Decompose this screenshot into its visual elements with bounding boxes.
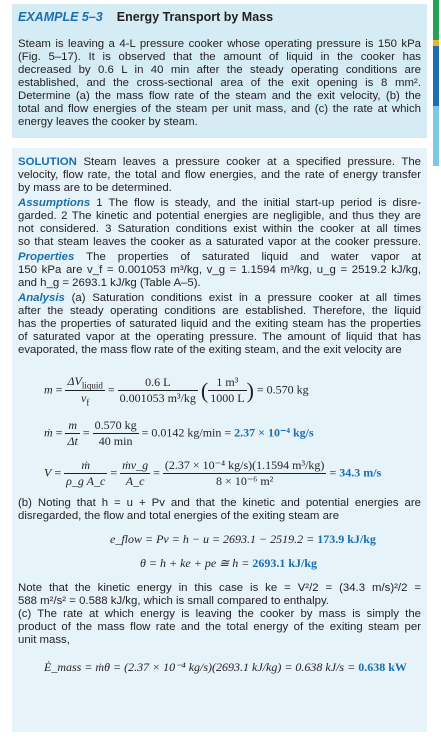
eq5-result: 2693.1 kJ/kg bbox=[252, 556, 318, 570]
properties-text: The properties of saturated liquid and water vapor at bbox=[86, 251, 421, 263]
eq5-text: θ = h + ke + pe ≅ h = bbox=[140, 556, 250, 570]
example-line: energy leaves the cooker by steam. bbox=[18, 116, 198, 128]
example-line: total and flow energies of the steam per unit mass, and (c) the rate at which bbox=[18, 103, 421, 115]
solution-intro-line bbox=[18, 156, 421, 169]
eq1-num2: 0.6 L bbox=[118, 375, 198, 391]
equation-flow-energy bbox=[110, 532, 376, 547]
properties-label: Properties bbox=[18, 251, 75, 263]
eq1-sub-den1: f bbox=[86, 397, 90, 408]
eq2-result: 2.37 × 10⁻⁴ kg/s bbox=[234, 425, 314, 440]
eq3-frac1 bbox=[64, 458, 107, 489]
properties-line bbox=[18, 251, 421, 264]
assumptions-label: Assumptions bbox=[18, 197, 91, 209]
solution-label: SOLUTION bbox=[18, 156, 77, 168]
equation-mass: m = $\frac{\Delta V_{liquid}}{v_f}$ = $\frac{0.6 L}{\text{0.001053 m³/kg}}$ ( $\frac{\text{1 m³}}{1000 L}$ ) = 0.570 kg bbox=[44, 374, 309, 408]
equation-velocity: V = $\frac{\text{ṁ}}{\text{ρ\_g A\_c}}$ = $\frac{\text{ṁv\_g}}{A\_c}$ = $\frac{\text{(2.37 × 10⁻⁴ kg/s)(1.1594 m³/kg)}}{\text{8 × 10⁻⁶ m²}}$ = 34.3 m/s bbox=[44, 458, 382, 488]
eq1-den2: 0.001053 m³/kg bbox=[119, 391, 196, 406]
solution-intro-text: Steam leaves a pressure cooker at a specified pressure. The bbox=[83, 156, 421, 168]
eq2-den1: Δt bbox=[67, 434, 78, 448]
example-line: Steam is leaving a 4-L pressure cooker whose operating pressure is 150 kPa bbox=[18, 38, 421, 50]
eq3-num2: ṁv_g bbox=[122, 458, 149, 472]
eq1-num1: ΔV bbox=[67, 374, 82, 388]
analysis-line: has the properties of saturated liquid and the exiting steam has the properties bbox=[18, 318, 421, 330]
eq1-num3: 1 m³ bbox=[208, 375, 246, 391]
eq3-den2: A_c bbox=[125, 474, 145, 488]
eq3-result: 34.3 m/s bbox=[339, 465, 382, 480]
eq2-den2: 40 min bbox=[98, 434, 133, 448]
eq2-num1: m bbox=[68, 418, 77, 432]
part-b-line: disregarded, the flow and total energies of the exiting steam are bbox=[18, 510, 340, 522]
example-line: Determine (a) the mass flow rate of the steam and the exit velocity, (b) the bbox=[18, 90, 421, 102]
assumptions-line: garded. 2 The kinetic and potential energies are negligible, and thus they are bbox=[18, 210, 421, 222]
assumptions-line: so that steam leaves the cooker as a saturated vapor at the cooker pressure. bbox=[18, 236, 421, 248]
ke-line: 588 m²/s² = 0.588 kJ/kg, which is small compared to enthalpy. bbox=[18, 595, 329, 607]
eq4-result: 173.9 kJ/kg bbox=[317, 532, 376, 546]
assumptions-line bbox=[18, 197, 421, 210]
eq6-result: 0.638 kW bbox=[358, 660, 407, 674]
example-line: established, and the cross-sectional area of the exit opening is 8 mm². bbox=[18, 77, 421, 89]
analysis-line bbox=[18, 292, 421, 305]
eq3-frac3 bbox=[163, 458, 327, 489]
eq1-den3: 1000 L bbox=[210, 391, 245, 406]
part-c-line: unit mass, bbox=[18, 634, 70, 646]
eq1-sub1: liquid bbox=[81, 380, 103, 391]
assumptions-line: not considered. 3 Saturation conditions exist within the cooker at all times bbox=[18, 223, 421, 235]
eq1-frac2 bbox=[118, 375, 198, 406]
part-c-line: product of the mass flow rate and the total energy of the exiting steam per bbox=[18, 621, 421, 633]
eq2-num2: 0.570 kg bbox=[94, 418, 137, 432]
eq4-text: e_flow = Pv = h − u = 2693.1 − 2519.2 = bbox=[110, 532, 315, 546]
eq2-frac1 bbox=[65, 418, 79, 449]
eq2-mid: = 0.0142 kg/min = bbox=[141, 425, 232, 440]
equation-energy-rate bbox=[44, 660, 407, 675]
eq1-den1: v bbox=[80, 391, 87, 406]
eq1-lhs: m bbox=[44, 382, 53, 397]
eq3-frac2 bbox=[120, 458, 150, 489]
analysis-line: evaporated, the mass flow rate of the exiting steam, and the exit velocity are bbox=[18, 344, 402, 356]
part-b-line: (b) Noting that h = u + Pv and that the kinetic and potential energies are bbox=[18, 497, 421, 509]
eq1-frac1 bbox=[65, 374, 104, 408]
eq3-den3: 8 × 10⁻⁶ m² bbox=[216, 474, 274, 488]
properties-line: 150 kPa are v_f = 0.001053 m³/kg, v_g = 1.1594 m³/kg, u_g = 2519.2 kJ/kg, bbox=[18, 264, 421, 276]
example-label: EXAMPLE 5–3 bbox=[18, 10, 103, 24]
eq3-num3: (2.37 × 10⁻⁴ kg/s)(1.1594 m³/kg) bbox=[164, 458, 325, 472]
analysis-line: after the steady operating conditions are established. Therefore, the liquid bbox=[18, 305, 421, 317]
example-line: (Fig. 5–17). It is observed that the amount of liquid in the cooker has bbox=[18, 51, 421, 63]
properties-line: and h_g = 2693.1 kJ/kg (Table A–5). bbox=[18, 277, 201, 289]
solution-intro-line: by mass are to be determined. bbox=[18, 182, 172, 194]
example-heading bbox=[18, 10, 273, 24]
example-line: decreased by 0.6 L in 40 min after the steady operating conditions are bbox=[18, 64, 421, 76]
eq2-lhs: ṁ bbox=[44, 425, 53, 440]
eq6-lhs: Ė_mass = ṁθ = (2.37 × 10⁻⁴ kg/s)(2693.1 kJ/kg) = 0.638 kJ/s = bbox=[44, 660, 356, 674]
analysis-label: Analysis bbox=[18, 292, 65, 304]
solution-intro-line: velocity, flow rate, the total and flow energies, and the rate of energy transfer bbox=[18, 169, 421, 181]
assumptions-text: 1 The flow is steady, and the initial start-up period is disre- bbox=[96, 197, 421, 209]
edge-color-strip bbox=[433, 0, 439, 738]
equation-total-energy bbox=[140, 556, 317, 571]
eq3-den1: ρ_g A_c bbox=[66, 474, 106, 488]
analysis-text: (a) Saturation conditions exist in a pressure cooker at all times bbox=[71, 292, 421, 304]
part-c-line: (c) The rate at which energy is leaving the cooker by mass is simply the bbox=[18, 608, 421, 620]
example-title: Energy Transport by Mass bbox=[116, 10, 274, 24]
eq1-frac3 bbox=[208, 375, 246, 406]
eq1-result: = 0.570 kg bbox=[256, 382, 309, 397]
eq2-frac2 bbox=[93, 418, 139, 449]
eq3-num1: ṁ bbox=[81, 458, 91, 472]
equation-mass-flow: ṁ = $\frac{m}{\Delta t}$ = $\frac{0.570 kg}{40 \min}$ = 0.0142 kg/min = 2.37 × 10⁻⁴ kg/s bbox=[44, 418, 314, 448]
ke-line: Note that the kinetic energy in this case is ke = V²/2 = (34.3 m/s)²/2 = bbox=[18, 582, 421, 594]
analysis-line: of saturated vapor at the operating pressure. The amount of liquid that has bbox=[18, 331, 421, 343]
